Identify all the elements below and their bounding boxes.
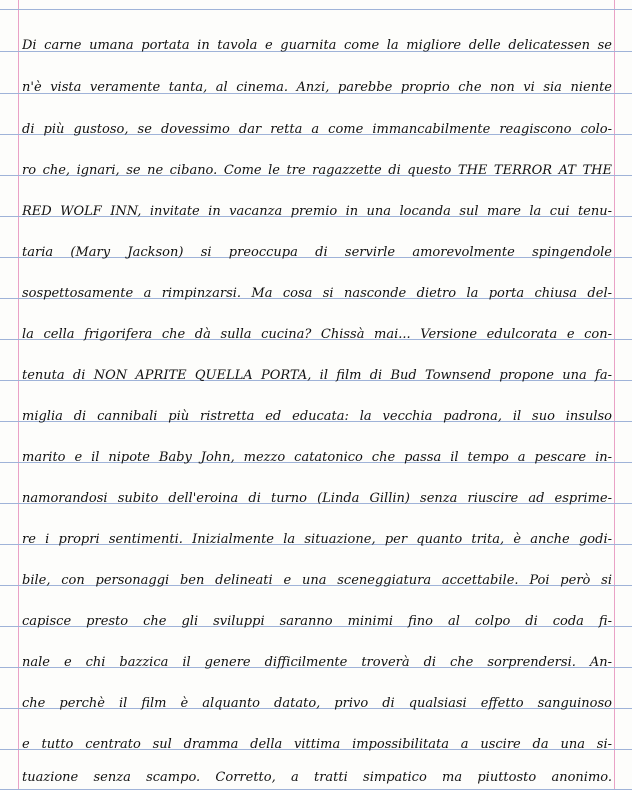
left-margin-line bbox=[18, 0, 19, 790]
handwritten-line: n'è vista veramente tanta, al cinema. Anzi, parebbe proprio che non vi sia niente bbox=[22, 80, 612, 95]
handwritten-line: re i propri sentimenti. Inizialmente la situazione, per quanto trita, è anche godi- bbox=[22, 532, 612, 547]
ruled-line bbox=[0, 9, 632, 10]
handwritten-line: e tutto centrato sul dramma della vittima impossibilitata a uscire da una si- bbox=[22, 737, 612, 752]
handwritten-line: namorandosi subito dell'eroina di turno (Linda Gillin) senza riuscire ad esprime- bbox=[22, 491, 612, 506]
handwritten-line: capisce presto che gli sviluppi saranno minimi fino al colpo di coda fi- bbox=[22, 614, 612, 629]
handwritten-line: tuazione senza scampo. Corretto, a tratti simpatico ma piuttosto anonimo. bbox=[22, 770, 612, 785]
handwritten-line: RED WOLF INN, invitate in vacanza premio in una locanda sul mare la cui tenu- bbox=[22, 204, 612, 219]
handwritten-line: taria (Mary Jackson) si preoccupa di servirle amorevolmente spingendole bbox=[22, 245, 612, 260]
handwritten-line: bile, con personaggi ben delineati e una sceneggiatura accettabile. Poi però si bbox=[22, 573, 612, 588]
handwritten-line: di più gustoso, se dovessimo dar retta a come immancabilmente reagiscono colo- bbox=[22, 122, 612, 137]
handwritten-line: nale e chi bazzica il genere difficilmente troverà di che sorprendersi. An- bbox=[22, 655, 612, 670]
handwritten-line: miglia di cannibali più ristretta ed educata: la vecchia padrona, il suo insulso bbox=[22, 409, 612, 424]
handwritten-line: Di carne umana portata in tavola e guarnita come la migliore delle delicatessen se bbox=[22, 38, 612, 53]
right-margin-line bbox=[614, 0, 615, 790]
handwritten-line: che perchè il film è alquanto datato, privo di qualsiasi effetto sanguinoso bbox=[22, 696, 612, 711]
handwritten-line: marito e il nipote Baby John, mezzo catatonico che passa il tempo a pescare in- bbox=[22, 450, 612, 465]
handwritten-line: la cella frigorifera che dà sulla cucina? Chissà mai... Versione edulcorata e con- bbox=[22, 327, 612, 342]
handwritten-line: sospettosamente a rimpinzarsi. Ma cosa si nasconde dietro la porta chiusa del- bbox=[22, 286, 612, 301]
handwritten-line: tenuta di NON APRITE QUELLA PORTA, il film di Bud Townsend propone una fa- bbox=[22, 368, 612, 383]
handwritten-line: ro che, ignari, se ne cibano. Come le tre ragazzette di questo THE TERROR AT THE bbox=[22, 163, 612, 178]
